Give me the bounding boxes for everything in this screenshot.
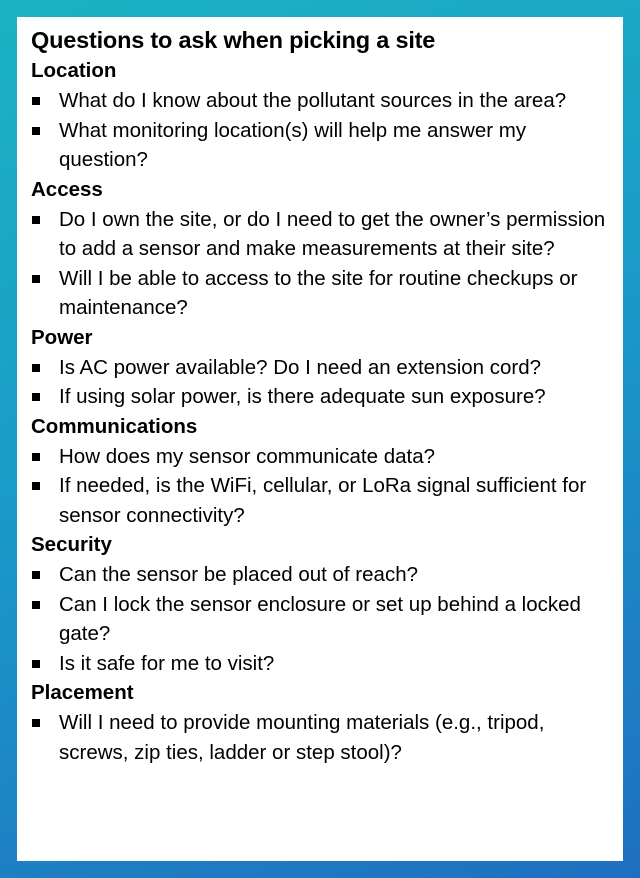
square-bullet-icon bbox=[32, 393, 40, 401]
section-heading-communications: Communications bbox=[31, 414, 198, 438]
square-bullet-icon bbox=[32, 275, 40, 283]
list-item bbox=[31, 590, 611, 649]
square-bullet-icon bbox=[32, 364, 40, 372]
section-heading-location: Location bbox=[31, 59, 117, 82]
section-item-list bbox=[31, 205, 611, 323]
square-bullet-icon bbox=[32, 660, 40, 668]
list-item bbox=[31, 442, 611, 472]
section-heading-access: Access bbox=[31, 177, 103, 201]
square-bullet-icon bbox=[32, 453, 40, 461]
list-item bbox=[31, 560, 611, 590]
list-item bbox=[31, 264, 611, 323]
square-bullet-icon bbox=[32, 97, 40, 105]
page-title: Questions to ask when picking a site bbox=[31, 27, 436, 53]
list-item-text: What monitoring location(s) will help me answer my question? bbox=[59, 118, 527, 171]
square-bullet-icon bbox=[32, 601, 40, 609]
section-item-list bbox=[31, 353, 611, 412]
list-item-text: If needed, is the WiFi, cellular, or LoRa signal sufficient for sensor connectivity? bbox=[59, 474, 587, 527]
list-item bbox=[31, 471, 611, 530]
list-item-text: Will I be able to access to the site for routine checkups or maintenance? bbox=[59, 266, 578, 319]
section-item-list bbox=[31, 560, 611, 678]
list-item bbox=[31, 116, 611, 175]
list-item-text: What do I know about the pollutant sources in the area? bbox=[59, 89, 567, 112]
list-item-text: Can I lock the sensor enclosure or set up behind a locked gate? bbox=[59, 592, 581, 645]
square-bullet-icon bbox=[32, 216, 40, 224]
square-bullet-icon bbox=[32, 571, 40, 579]
square-bullet-icon bbox=[32, 482, 40, 490]
list-item bbox=[31, 86, 611, 116]
section-item-list bbox=[31, 708, 611, 767]
section-heading-power: Power bbox=[31, 325, 93, 349]
list-item bbox=[31, 708, 611, 767]
list-item bbox=[31, 382, 611, 412]
list-item bbox=[31, 353, 611, 383]
list-item-text: How does my sensor communicate data? bbox=[59, 444, 436, 468]
square-bullet-icon bbox=[32, 127, 40, 135]
checklist-card bbox=[17, 17, 623, 861]
sections-container bbox=[31, 56, 611, 767]
list-item-text: Do I own the site, or do I need to get the owner’s permission to add a sensor and make measurements at their site? bbox=[59, 207, 606, 260]
square-bullet-icon bbox=[32, 719, 40, 727]
list-item-text: Is AC power available? Do I need an extension cord? bbox=[59, 355, 542, 379]
section-item-list bbox=[31, 442, 611, 531]
list-item-text: If using solar power, is there adequate sun exposure? bbox=[59, 385, 546, 408]
list-item-text: Is it safe for me to visit? bbox=[59, 651, 275, 675]
list-item bbox=[31, 649, 611, 679]
list-item bbox=[31, 205, 611, 264]
list-item-text: Can the sensor be placed out of reach? bbox=[59, 563, 418, 586]
section-heading-security: Security bbox=[31, 533, 112, 556]
list-item-text: Will I need to provide mounting materials (e.g., tripod, screws, zip ties, ladder or step stool)? bbox=[59, 711, 545, 764]
section-heading-placement: Placement bbox=[31, 681, 134, 704]
section-item-list bbox=[31, 86, 611, 175]
